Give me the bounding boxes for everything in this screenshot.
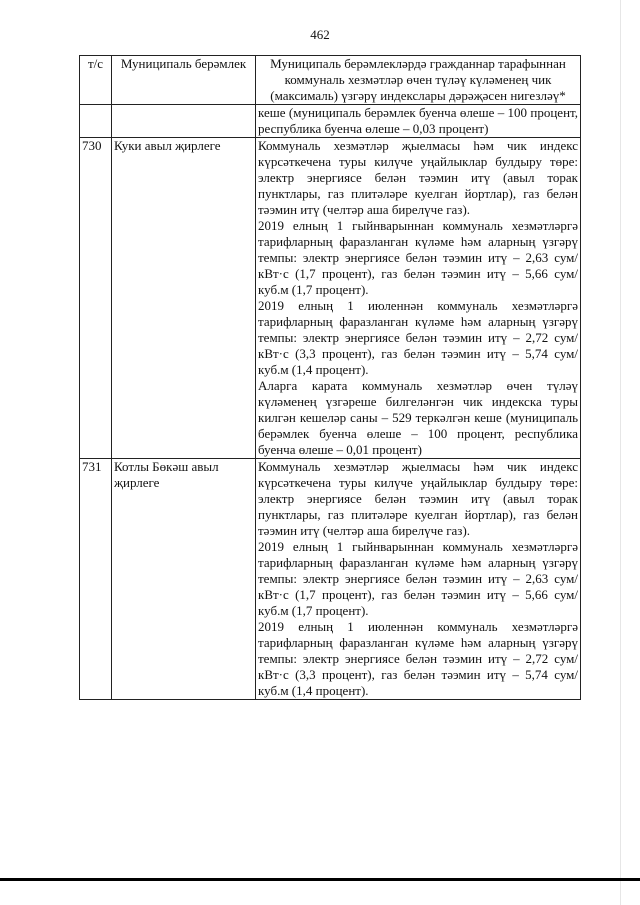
row-municipality: Куки авыл җирлеге <box>112 138 256 459</box>
scan-bottom-band <box>0 878 640 881</box>
row-number: 730 <box>80 138 112 459</box>
page-number: 462 <box>310 27 330 42</box>
paragraph: кеше (муниципаль берәмлек буенча өлеше – 100 процент, республика буенча өлеше – 0,03 процент) <box>258 105 578 136</box>
paragraph: Аларга карата коммуналь хезмәтләр өчен түләү күләменең үзгәреше билгеләнгән чик индекска туры килгән кешеләр саны – 529 теркәлгән кеше (муниципаль берәмлек буенча өлеше – 100 процент, республика буенча өлеше – 0,01 процент) <box>258 378 578 457</box>
table-row-731 <box>80 459 581 700</box>
header-municipality: Муниципаль берәмлек <box>112 56 256 105</box>
municipal-index-table <box>79 55 581 700</box>
row-justification <box>256 105 581 138</box>
paragraph: Коммуналь хезмәтләр җыелмасы һәм чик индекс күрсәткечена туры килүче уңайлыклар булдыру төре: электр энергиясе белән тәэмин итү (авыл торак пунктлары, газ плитәләре куелган йортлар), газ белән тәэмин итү (челтәр аша бирелүче газ). <box>258 459 578 538</box>
paragraph: 2019 елның 1 июленнән коммуналь хезмәтләргә тарифларның фаразланган күләме һәм аларның үзгәрү темпы: электр энергиясе белән тәэмин итү – 2,72 сум/кВт·с (3,3 процент), газ белән тәэмин итү – 5,74 сум/куб.м (1,4 процент). <box>258 619 578 698</box>
paragraph: 2019 елның 1 гыйнварыннан коммуналь хезмәтләргә тарифларның фаразланган күләме һәм аларның үзгәрү темпы: электр энергиясе белән тәэмин итү – 2,63 сум/кВт·с (1,7 процент), газ белән тәэмин итү – 5,66 сум/куб.м (1,7 процент). <box>258 218 578 297</box>
row-justification <box>256 459 581 700</box>
row-justification <box>256 138 581 459</box>
table-header-row <box>80 56 581 105</box>
table-row-730 <box>80 138 581 459</box>
row-municipality: Котлы Бөкәш авыл җирлеге <box>112 459 256 700</box>
table-row-continuation <box>80 105 581 138</box>
scan-edge-line <box>620 0 621 905</box>
row-number: 731 <box>80 459 112 700</box>
paragraph: 2019 елның 1 гыйнварыннан коммуналь хезмәтләргә тарифларның фаразланган күләме һәм аларның үзгәрү темпы: электр энергиясе белән тәэмин итү – 2,63 сум/кВт·с (1,7 процент), газ белән тәэмин итү – 5,66 сум/куб.м (1,7 процент). <box>258 539 578 618</box>
row-municipality <box>112 105 256 138</box>
header-justification: Муниципаль берәмлекләрдә гражданнар тарафыннан коммуналь хезмәтләр өчен түләү күләменең чик (максималь) үзгәрү индекслары дәрәҗәсен нигезләү* <box>256 56 581 105</box>
row-number <box>80 105 112 138</box>
header-number: т/с <box>80 56 112 105</box>
paragraph: Коммуналь хезмәтләр җыелмасы һәм чик индекс күрсәткечена туры килүче уңайлыклар булдыру төре: электр энергиясе белән тәэмин итү (авыл торак пунктлары, газ плитәләре куелган йортлар), газ белән тәэмин итү (челтәр аша бирелүче газ). <box>258 138 578 217</box>
paragraph: 2019 елның 1 июленнән коммуналь хезмәтләргә тарифларның фаразланган күләме һәм аларның үзгәрү темпы: электр энергиясе белән тәэмин итү – 2,72 сум/кВт·с (3,3 процент), газ белән тәэмин итү – 5,74 сум/куб.м (1,4 процент). <box>258 298 578 377</box>
